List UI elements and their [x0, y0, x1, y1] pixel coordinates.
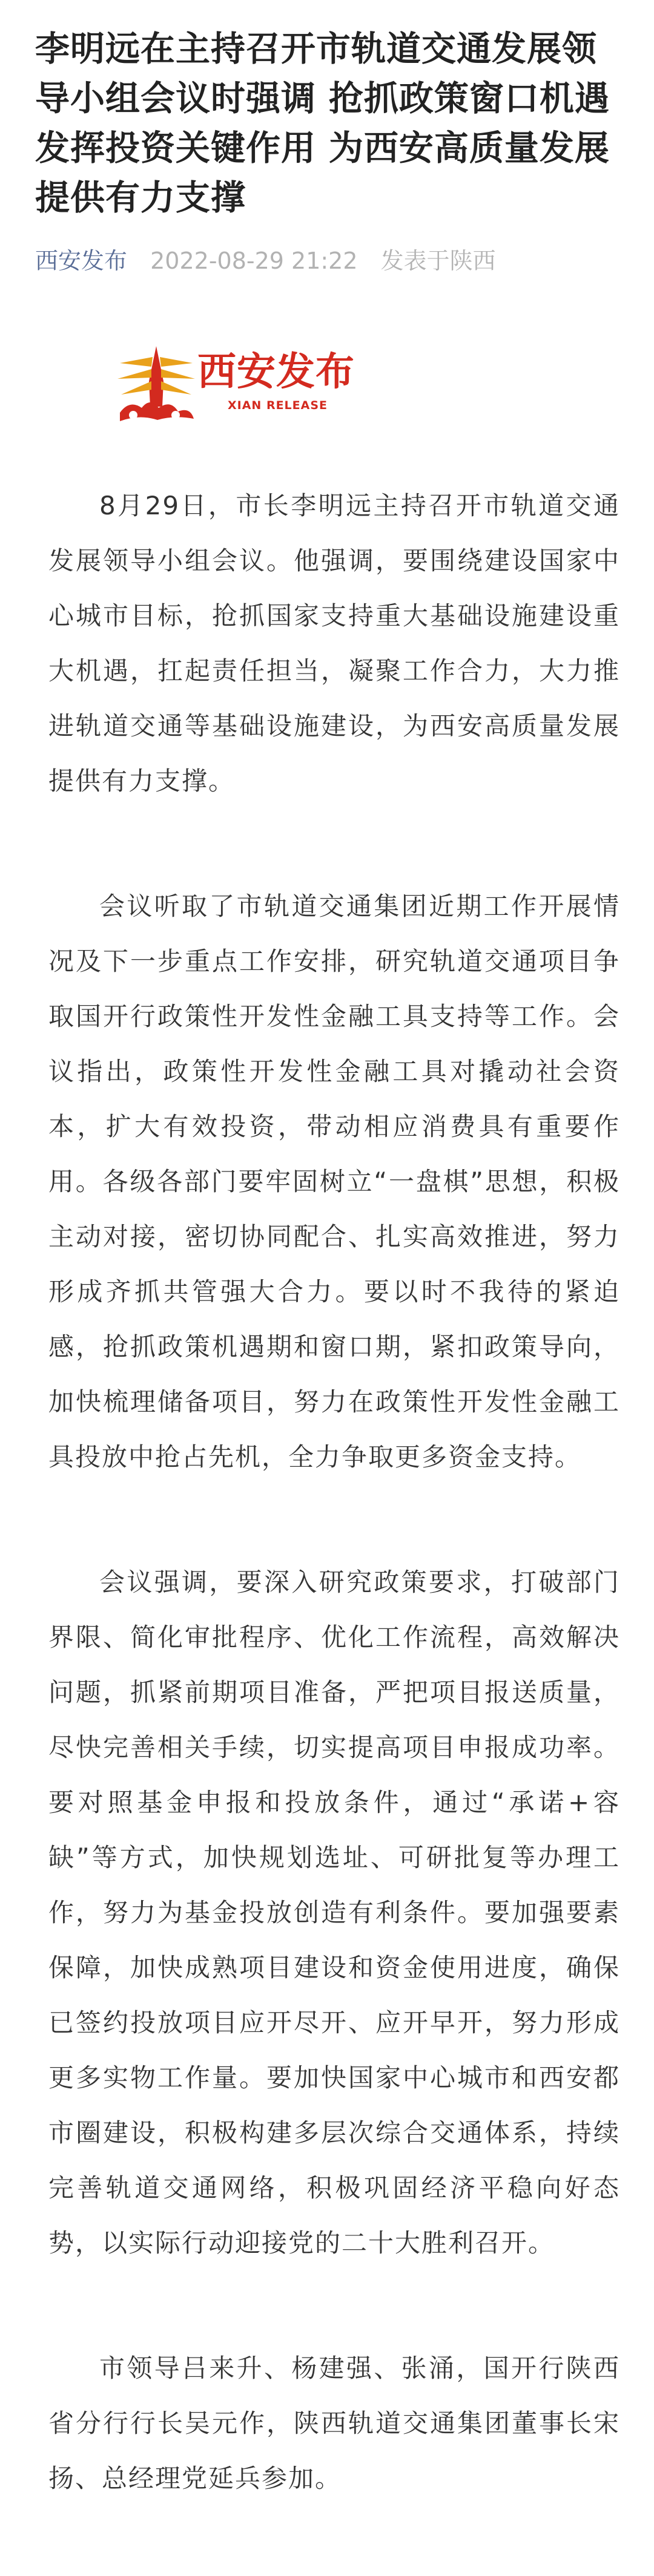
xian-release-logo [115, 339, 355, 430]
publish-time: 2022-08-29 21:22 [150, 247, 358, 274]
paragraph: 会议强调，要深入研究政策要求，打破部门界限、简化审批程序、优化工作流程，高效解决问题，抓紧前期项目准备，严把项目报送质量，尽快完善相关手续，切实提高项目申报成功率。要对照基金申报和投放条件，通过“承诺+容缺”等方式，加快规划选址、可研批复等办理工作，努力为基金投放创造有利条件。要加强要素保障，加快成熟项目建设和资金使用进度，确保已签约投放项目应开尽开、应开早开，努力形成更多实物工作量。要加快国家中心城市和西安都市圈建设，积极构建多层次综合交通体系，持续完善轨道交通网络，积极巩固经济平稳向好态势，以实际行动迎接党的二十大胜利召开。 [48, 1567, 620, 2258]
publish-location: 发表于陕西 [380, 247, 496, 274]
article-meta [35, 246, 619, 276]
xian-release-logo-icon [115, 339, 197, 430]
article-body [48, 478, 620, 2576]
article-header [35, 0, 619, 276]
account-name-link[interactable]: 西安发布 [35, 247, 128, 274]
paragraph: 8月29日，市长李明远主持召开市轨道交通发展领导小组会议。他强调，要围绕建设国家中心城市目标，抢抓国家支持重大基础设施建设重大机遇，扛起责任担当，凝聚工作合力，大力推进轨道交通等基础设施建设，为西安高质量发展提供有力支撑。 [48, 491, 620, 796]
paragraph: 会议听取了市轨道交通集团近期工作开展情况及下一步重点工作安排，研究轨道交通项目争取国开行政策性开发性金融工具支持等工作。会议指出，政策性开发性金融工具对撬动社会资本，扩大有效投资，带动相应消费具有重要作用。各级各部门要牢固树立“一盘棋”思想，积极主动对接，密切协同配合、扎实高效推进，努力形成齐抓共管强大合力。要以时不我待的紧迫感，抢抓政策机遇期和窗口期，紧扣政策导向，加快梳理储备项目，努力在政策性开发性金融工具投放中抢占先机，全力争取更多资金支持。 [48, 891, 620, 1472]
paragraph: 市领导吕来升、杨建强、张涌，国开行陕西省分行行长吴元作，陕西轨道交通集团董事长宋扬、总经理党延兵参加。 [48, 2353, 620, 2493]
article-title: 李明远在主持召开市轨道交通发展领导小组会议时强调 抢抓政策窗口机遇 发挥投资关键作用 为西安高质量发展提供有力支撑 [35, 29, 610, 218]
logo-subtitle: XIAN RELEASE [228, 399, 328, 412]
logo-wordmark: 西安发布 [197, 350, 355, 395]
